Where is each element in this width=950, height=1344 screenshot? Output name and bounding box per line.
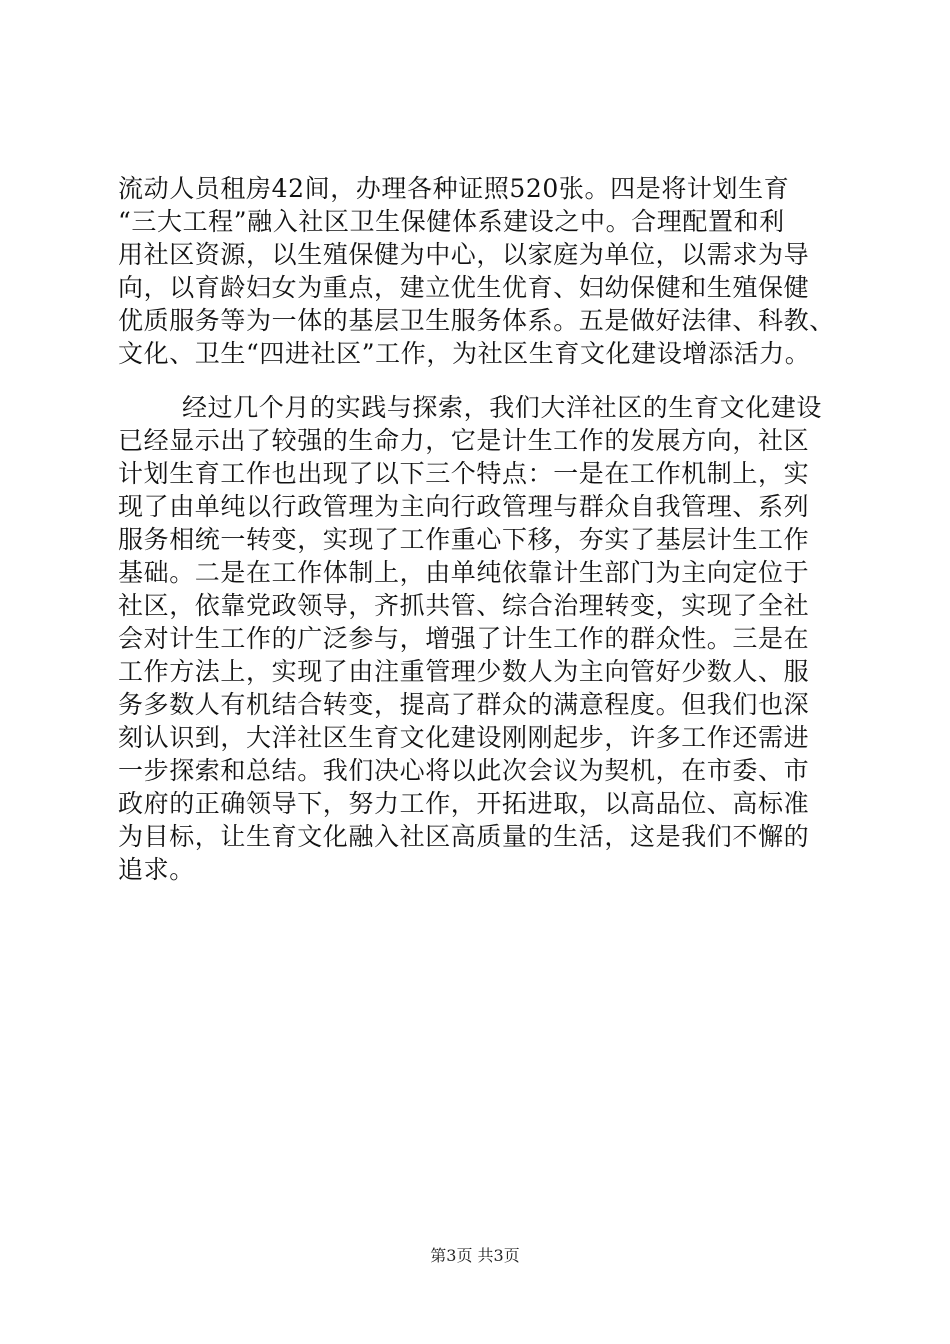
- paragraph-2-line-11: 刻认识到，大洋社区生育文化建设刚刚起步，许多工作还需进: [118, 723, 810, 752]
- paragraph-2-line-9: 工作方法上，实现了由注重管理少数人为主向管好少数人、服: [118, 657, 810, 686]
- paragraph-2-line-6: 基础。二是在工作体制上，由单纯依靠计生部门为主向定位于: [118, 558, 810, 587]
- paragraph-1-line-4: 向，以育龄妇女为重点，建立优生优育、妇幼保健和生殖保健: [118, 273, 810, 302]
- paragraph-2-line-2: 已经显示出了较强的生命力，它是计生工作的发展方向，社区: [118, 426, 810, 455]
- paragraph-2-line-7: 社区，依靠党政领导，齐抓共管、综合治理转变，实现了全社: [118, 591, 810, 620]
- paragraph-2-line-12: 一步探索和总结。我们决心将以此次会议为契机，在市委、市: [118, 756, 810, 785]
- paragraph-2-line-15: 追求。: [118, 855, 195, 884]
- paragraph-2-line-14: 为目标，让生育文化融入社区高质量的生活，这是我们不懈的: [118, 822, 810, 851]
- paragraph-1-line-3: 用社区资源，以生殖保健为中心，以家庭为单位，以需求为导: [118, 240, 810, 269]
- paragraph-2-line-5: 服务相统一转变，实现了工作重心下移，夯实了基层计生工作: [118, 525, 810, 554]
- paragraph-2-line-8: 会对计生工作的广泛参与，增强了计生工作的群众性。三是在: [118, 624, 810, 653]
- paragraph-2-line-3: 计划生育工作也出现了以下三个特点：一是在工作机制上，实: [118, 459, 810, 488]
- paragraph-1-line-2: “三大工程”融入社区卫生保健体系建设之中。合理配置和利: [118, 207, 785, 236]
- paragraph-1-line-6: 文化、卫生“四进社区”工作，为社区生育文化建设增添活力。: [118, 339, 811, 368]
- page-number-footer: 第3页 共3页: [430, 1246, 520, 1265]
- paragraph-2-line-13: 政府的正确领导下，努力工作，开拓进取，以高品位、高标准: [118, 789, 810, 818]
- paragraph-2-line-10: 务多数人有机结合转变，提高了群众的满意程度。但我们也深: [118, 690, 810, 719]
- paragraph-2-line-4: 现了由单纯以行政管理为主向行政管理与群众自我管理、系列: [118, 492, 810, 521]
- paragraph-1-line-5: 优质服务等为一体的基层卫生服务体系。五是做好法律、科教、: [118, 306, 835, 335]
- paragraph-1-line-1: 流动人员租房42间，办理各种证照520张。四是将计划生育: [118, 174, 790, 203]
- paragraph-2-line-1: 经过几个月的实践与探索，我们大洋社区的生育文化建设: [182, 393, 823, 422]
